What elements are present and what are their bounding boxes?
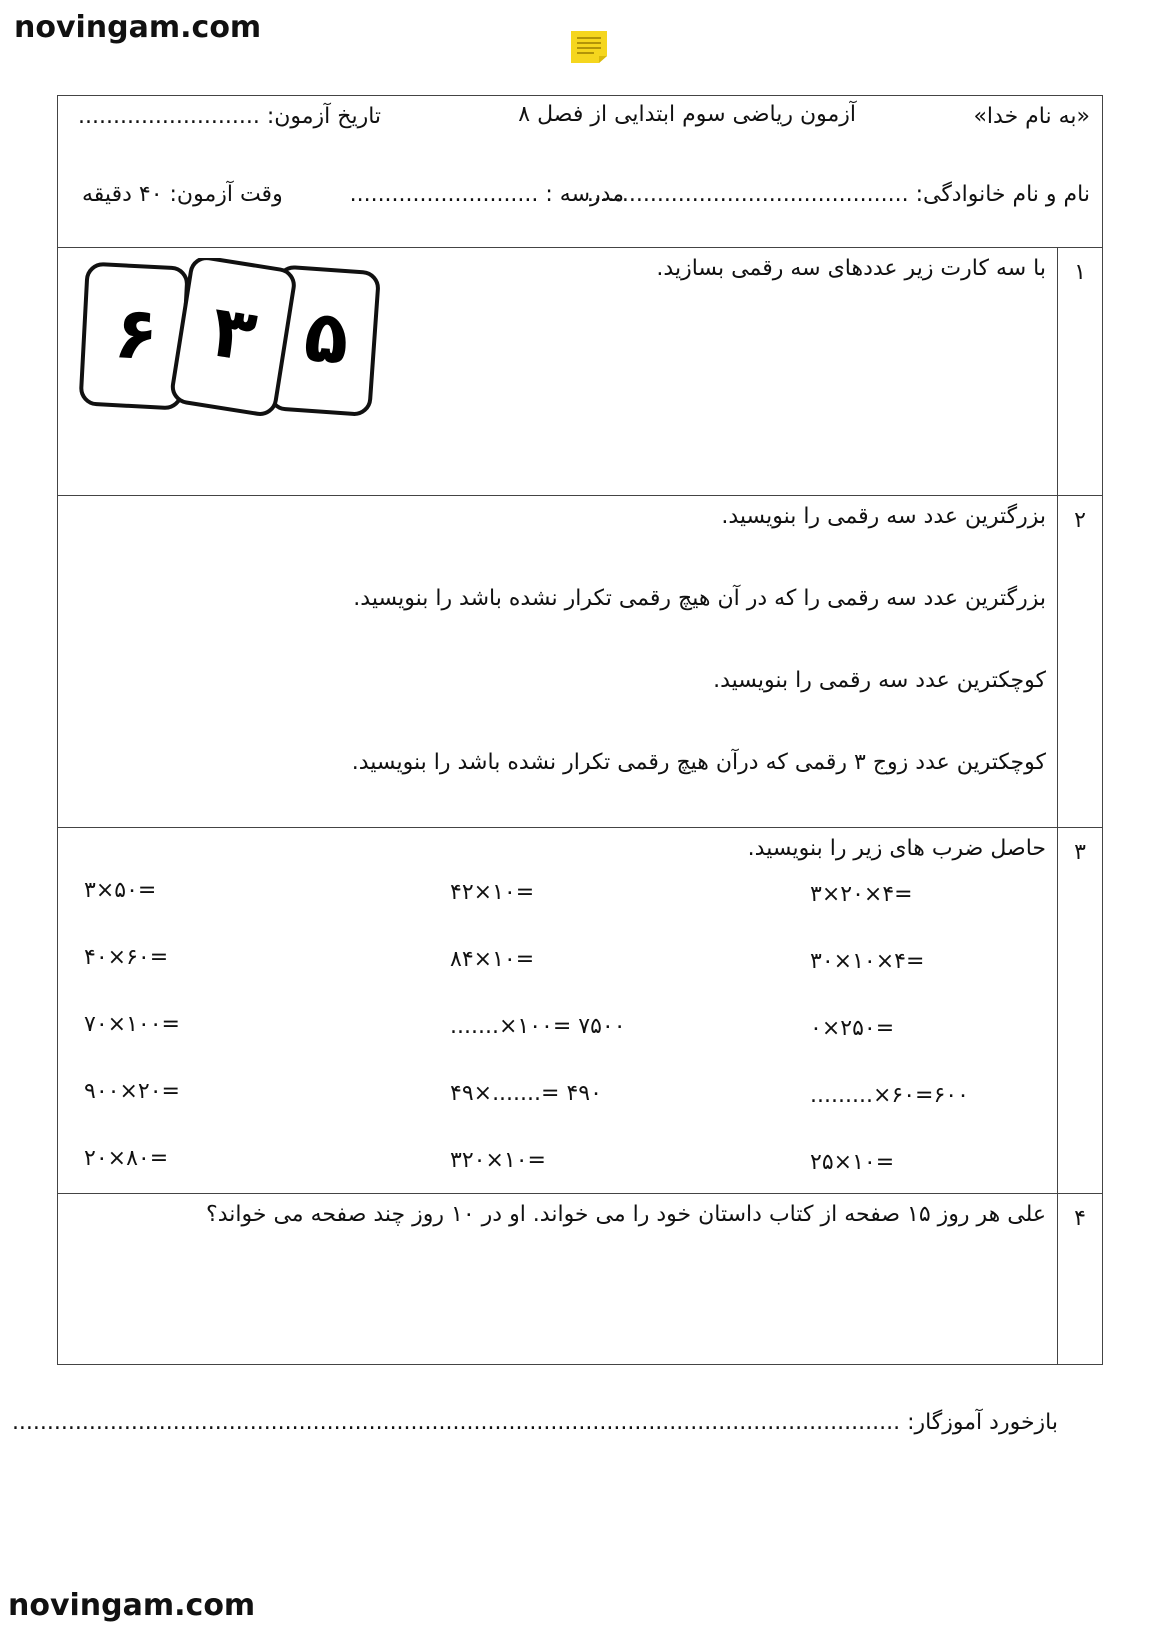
multiplication-item: ۳۰×۱۰×۴= [810,949,925,974]
note-icon [570,30,608,64]
multiplication-item: ۳×۲۰×۴= [810,882,913,907]
multiplication-item: ۸۴×۱۰= [450,947,535,972]
question-line: بزرگترین عدد سه رقمی را که در آن هیچ رقمی تکرار نشده باشد را بنویسید. [353,586,1046,611]
multiplication-item: .......×۱۰۰= ۷۵۰۰ [450,1014,626,1039]
question-text: حاصل ضرب های زیر را بنویسید. [747,836,1046,861]
exam-time: وقت آزمون: ۴۰ دقیقه [82,182,283,207]
question-number: ۱ [1074,260,1086,285]
multiplication-item: ۲۰×۸۰= [84,1146,169,1171]
multiplication-item: .........×۶۰=۶۰۰ [810,1083,969,1108]
multiplication-item: ۰×۲۵۰= [810,1016,895,1041]
school-field: مدرسه : ........................... [349,182,624,207]
question-3 [58,828,1102,1194]
multiplication-item: ۹۰۰×۲۰= [84,1079,180,1104]
question-number: ۳ [1074,840,1086,865]
question-line: کوچکترین عدد زوج ۳ رقمی که درآن هیچ رقمی تکرار نشده باشد را بنویسید. [351,750,1046,775]
card-digit: ۳ [205,288,263,378]
multiplication-item: ۳۲۰×۱۰= [450,1148,546,1173]
multiplication-item: ۷۰×۱۰۰= [84,1012,180,1037]
multiplication-item: ۳×۵۰= [84,878,157,903]
question-line: کوچکترین عدد سه رقمی را بنویسید. [713,668,1046,693]
question-line: بزرگترین عدد سه رقمی را بنویسید. [721,504,1046,529]
question-text: با سه کارت زیر عددهای سه رقمی بسازید. [656,256,1046,281]
bism-text: «به نام خدا» [973,104,1090,129]
multiplication-item: ۲۵×۱۰= [810,1150,895,1175]
multiplication-item: ۴۹×.......= ۴۹۰ [450,1081,602,1106]
question-2 [58,496,1102,828]
card-digit: ۵ [301,293,352,381]
question-4 [58,1194,1102,1364]
site-logo-top: novingam.com [14,10,262,45]
card-digit: ۶ [112,290,161,377]
number-cards-illustration [78,258,383,423]
exam-date-field: تاریخ آزمون: .......................... [78,104,382,129]
question-number: ۴ [1074,1206,1086,1231]
site-logo-bottom: novingam.com [8,1588,256,1623]
exam-title: آزمون ریاضی سوم ابتدایی از فصل ۸ [518,102,856,127]
multiplication-item: ۴۰×۶۰= [84,945,169,970]
question-1 [58,248,1102,496]
exam-sheet [57,95,1103,1365]
student-name-field: نام و نام خانوادگی: .............................................. [586,182,1090,207]
multiplication-item: ۴۲×۱۰= [450,880,535,905]
question-number: ۲ [1074,508,1086,533]
question-text: علی هر روز ۱۵ صفحه از کتاب داستان خود را می خواند. او در ۱۰ روز چند صفحه می خواند؟ [206,1202,1046,1227]
question-number-column [1057,828,1102,1193]
question-number-column [1057,248,1102,495]
question-number-column [1057,496,1102,827]
exam-header [58,96,1102,248]
card-3 [171,258,297,416]
teacher-feedback: بازخورد آموزگار: ............................................................................................................................... [11,1410,1058,1435]
